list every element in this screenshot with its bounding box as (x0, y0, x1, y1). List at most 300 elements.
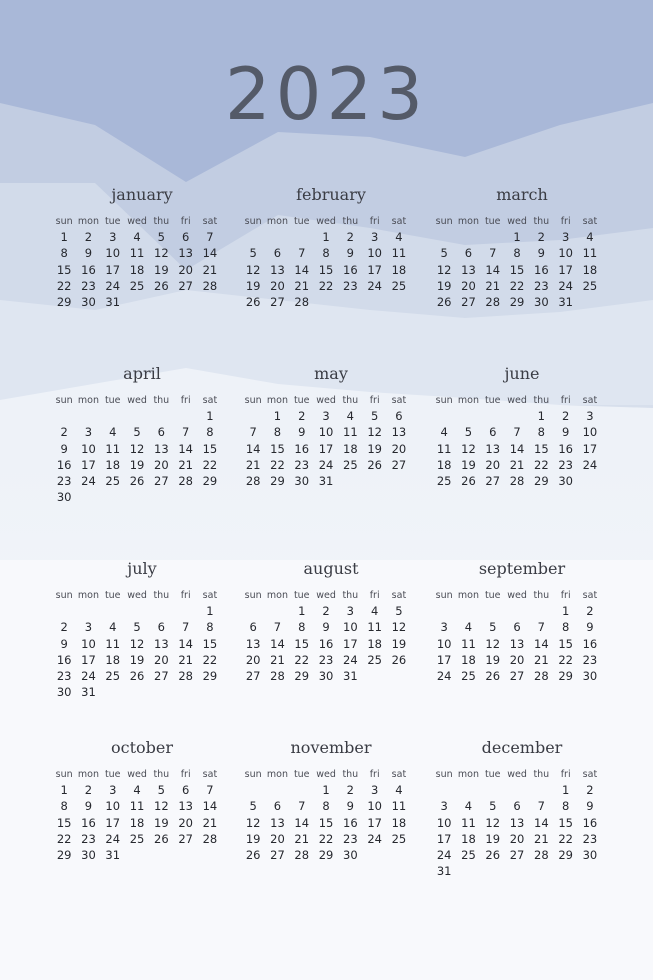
weekday-label: mon (457, 769, 479, 780)
day-cell: 19 (154, 815, 169, 830)
day-cell: 10 (582, 425, 598, 440)
day-cell: 6 (181, 783, 190, 797)
week-row (52, 294, 232, 310)
day-cell: 3 (440, 799, 448, 814)
day-cell: 13 (485, 441, 501, 456)
day-cell: 7 (513, 425, 521, 440)
day-cell: 21 (534, 652, 549, 667)
day-cell: 28 (178, 669, 193, 684)
day-cell: 27 (461, 295, 476, 310)
day-cell: 26 (245, 295, 261, 310)
day-cell: 21 (178, 457, 193, 472)
day-cell: 13 (154, 636, 169, 651)
weekday-label: fri (560, 395, 571, 406)
weekday-header (432, 767, 612, 782)
weekday-label: wed (316, 216, 336, 227)
day-cell: 25 (461, 848, 476, 863)
day-cell: 14 (270, 636, 285, 651)
month-august (241, 558, 421, 684)
week-row (52, 424, 232, 440)
week-row (432, 652, 612, 668)
day-cell (481, 229, 505, 245)
weekday-label: sun (55, 216, 73, 227)
day-cell: 7 (206, 230, 214, 244)
week-row (241, 441, 421, 457)
week-row (241, 831, 421, 847)
day-cell: 15 (56, 815, 72, 830)
month-name: may (314, 364, 348, 383)
week-row (52, 684, 232, 700)
weekday-label: sun (55, 590, 73, 601)
day-cell: 1 (322, 230, 330, 244)
day-cell (173, 294, 197, 310)
day-cell: 29 (558, 669, 573, 684)
day-cell (198, 294, 222, 310)
day-cell: 27 (178, 278, 193, 293)
weekday-label: sat (582, 395, 598, 406)
day-cell: 8 (206, 425, 214, 440)
day-cell: 8 (206, 620, 214, 635)
day-cell: 31 (436, 864, 452, 879)
week-row (52, 668, 232, 684)
weekday-label: mon (77, 395, 99, 406)
day-cell (529, 603, 553, 619)
weekday-label: tue (293, 216, 310, 227)
week-row (52, 278, 232, 294)
day-cell: 16 (558, 441, 573, 456)
weekday-label: sun (244, 590, 262, 601)
day-cell: 22 (509, 278, 525, 293)
weekday-label: tue (484, 769, 501, 780)
week-row (432, 262, 612, 278)
day-cell: 21 (534, 831, 549, 846)
day-cell: 25 (129, 278, 145, 293)
day-cell: 20 (391, 441, 407, 456)
month-april (52, 363, 232, 506)
weekday-label: tue (293, 395, 310, 406)
day-cell: 24 (558, 278, 573, 293)
month-october (52, 737, 232, 863)
day-cell: 29 (270, 474, 285, 489)
weekday-label: tue (484, 395, 501, 406)
day-cell (362, 668, 386, 684)
weekday-label: sun (244, 395, 262, 406)
day-cell (505, 863, 529, 879)
weekday-header (241, 588, 421, 603)
weekday-label: mon (77, 590, 99, 601)
day-cell (76, 489, 100, 505)
day-cell: 13 (245, 636, 261, 651)
day-cell: 27 (245, 669, 261, 684)
week-row (432, 408, 612, 424)
day-cell (76, 603, 100, 619)
day-cell: 19 (154, 262, 169, 277)
day-cell (362, 473, 386, 489)
day-cell: 29 (558, 848, 573, 863)
day-cell: 19 (245, 278, 261, 293)
day-cell: 29 (202, 669, 218, 684)
week-row (432, 229, 612, 245)
month-name: april (123, 364, 161, 383)
weekday-label: tue (104, 216, 121, 227)
week-row (432, 473, 612, 489)
day-cell: 31 (343, 669, 358, 684)
week-row (52, 782, 232, 798)
day-cell: 3 (109, 230, 117, 244)
week-row (241, 815, 421, 831)
weekday-label: sat (391, 769, 407, 780)
day-cell: 13 (270, 815, 285, 830)
day-cell (52, 603, 76, 619)
day-cell: 13 (154, 441, 169, 456)
day-cell: 9 (586, 620, 594, 635)
day-cell: 19 (391, 636, 407, 651)
day-cell: 11 (391, 799, 407, 814)
day-cell (173, 684, 197, 700)
day-cell: 30 (582, 669, 598, 684)
day-cell: 3 (84, 620, 93, 635)
day-cell: 21 (202, 262, 218, 277)
day-cell: 5 (133, 620, 141, 635)
weekday-header (52, 588, 232, 603)
day-cell: 22 (318, 831, 334, 846)
week-row (52, 457, 232, 473)
day-cell: 5 (489, 620, 497, 635)
weekday-label: sun (55, 395, 73, 406)
week-row (52, 603, 232, 619)
day-cell: 26 (436, 295, 452, 310)
day-cell: 5 (157, 230, 165, 244)
day-cell: 11 (461, 815, 476, 830)
day-cell: 20 (485, 457, 501, 472)
day-cell: 4 (370, 604, 379, 618)
day-cell: 12 (154, 246, 169, 261)
day-cell (265, 603, 289, 619)
day-cell: 16 (582, 815, 598, 830)
day-cell (241, 603, 265, 619)
day-cell: 14 (202, 799, 218, 814)
week-row (52, 636, 232, 652)
week-row (52, 619, 232, 635)
day-cell: 6 (513, 620, 521, 635)
day-cell: 30 (343, 848, 358, 863)
day-cell: 11 (105, 636, 121, 651)
day-cell: 10 (105, 799, 121, 814)
day-cell: 25 (391, 278, 407, 293)
day-cell: 22 (294, 652, 310, 667)
day-cell: 29 (534, 474, 549, 489)
weekday-label: sun (244, 216, 262, 227)
day-cell: 10 (436, 636, 452, 651)
day-cell: 17 (367, 262, 382, 277)
weekday-label: fri (180, 395, 191, 406)
day-cell: 30 (318, 669, 334, 684)
day-cell: 22 (534, 457, 549, 472)
day-cell: 17 (582, 441, 598, 456)
day-cell: 12 (129, 636, 145, 651)
month-september (432, 558, 612, 684)
day-cell: 31 (558, 295, 573, 310)
day-cell: 18 (436, 457, 452, 472)
day-cell: 2 (84, 783, 93, 797)
day-cell: 15 (318, 262, 334, 277)
day-cell: 23 (81, 831, 96, 846)
day-cell: 27 (178, 831, 193, 846)
day-cell (578, 294, 602, 310)
weekday-label: mon (457, 216, 479, 227)
week-row (52, 798, 232, 814)
day-cell (76, 408, 100, 424)
week-row (241, 408, 421, 424)
day-cell (505, 782, 529, 798)
weekday-label: sat (582, 216, 598, 227)
day-cell: 27 (509, 669, 525, 684)
month-february (241, 184, 421, 310)
day-cell: 23 (534, 278, 549, 293)
week-row (52, 652, 232, 668)
day-cell: 1 (273, 409, 282, 423)
week-row (432, 798, 612, 814)
day-cell: 17 (558, 262, 573, 277)
day-cell: 5 (157, 783, 165, 797)
month-name: october (110, 738, 173, 757)
day-cell: 13 (391, 425, 407, 440)
day-cell (198, 684, 222, 700)
day-cell: 1 (206, 604, 214, 618)
day-cell: 4 (464, 620, 473, 635)
day-cell (52, 408, 76, 424)
weekday-label: fri (180, 216, 191, 227)
day-cell (149, 684, 173, 700)
day-cell: 5 (249, 246, 257, 261)
day-cell: 1 (60, 783, 68, 797)
day-cell: 9 (586, 799, 594, 814)
day-cell: 2 (561, 409, 570, 423)
weekday-label: fri (560, 590, 571, 601)
day-cell: 13 (509, 815, 525, 830)
day-cell: 8 (60, 799, 68, 814)
month-name: january (111, 185, 173, 204)
weekday-header (241, 393, 421, 408)
day-cell (314, 294, 338, 310)
day-cell: 31 (318, 474, 334, 489)
weekday-label: sat (202, 216, 218, 227)
weekday-label: mon (457, 590, 479, 601)
month-may (241, 363, 421, 489)
day-cell: 14 (178, 636, 193, 651)
day-cell: 29 (202, 474, 218, 489)
day-cell: 2 (60, 620, 68, 635)
day-cell (290, 782, 314, 798)
day-cell: 7 (298, 799, 306, 814)
month-name: march (496, 185, 548, 204)
weekday-label: tue (104, 395, 121, 406)
day-cell: 2 (537, 230, 545, 244)
day-cell: 15 (558, 815, 573, 830)
day-cell (481, 782, 505, 798)
day-cell (125, 684, 149, 700)
weekday-header (432, 588, 612, 603)
day-cell: 19 (461, 457, 476, 472)
day-cell: 22 (56, 831, 72, 846)
day-cell: 18 (461, 831, 476, 846)
week-row (432, 619, 612, 635)
day-cell: 11 (367, 620, 382, 635)
day-cell: 4 (395, 230, 403, 244)
month-name: february (296, 185, 366, 204)
day-cell: 21 (245, 457, 261, 472)
day-cell (456, 863, 480, 879)
day-cell: 18 (461, 652, 476, 667)
day-cell (456, 782, 480, 798)
day-cell: 20 (178, 262, 193, 277)
weekday-header (241, 214, 421, 229)
day-cell (125, 603, 149, 619)
day-cell: 18 (343, 441, 358, 456)
day-cell: 7 (249, 425, 257, 440)
day-cell (387, 668, 411, 684)
day-cell: 29 (318, 848, 334, 863)
day-cell: 15 (509, 262, 525, 277)
day-cell: 6 (181, 230, 190, 244)
day-cell (529, 782, 553, 798)
day-cell: 8 (561, 799, 570, 814)
week-row (241, 229, 421, 245)
day-cell: 12 (245, 815, 261, 830)
month-name: august (303, 559, 359, 578)
day-cell: 7 (537, 799, 545, 814)
weekday-label: thu (342, 769, 359, 780)
day-cell (241, 782, 265, 798)
day-cell: 16 (534, 262, 549, 277)
day-cell (387, 294, 411, 310)
week-row (432, 782, 612, 798)
day-cell: 3 (109, 783, 117, 797)
day-cell: 2 (322, 604, 330, 618)
week-row (52, 408, 232, 424)
day-cell: 12 (129, 441, 145, 456)
weekday-header (52, 214, 232, 229)
day-cell: 5 (440, 246, 448, 261)
day-cell: 31 (105, 295, 121, 310)
day-cell: 9 (84, 799, 93, 814)
day-cell: 26 (485, 848, 501, 863)
week-row (241, 603, 421, 619)
weekday-label: wed (127, 590, 147, 601)
day-cell: 26 (391, 652, 407, 667)
day-cell: 16 (343, 262, 358, 277)
week-row (432, 424, 612, 440)
day-cell: 17 (105, 262, 121, 277)
weekday-label: thu (153, 590, 170, 601)
day-cell: 12 (367, 425, 382, 440)
year-title: 2023 (224, 52, 429, 136)
weekday-label: sat (391, 590, 407, 601)
day-cell: 4 (586, 230, 594, 244)
day-cell (578, 863, 602, 879)
day-cell: 20 (178, 815, 193, 830)
day-cell: 11 (343, 425, 358, 440)
day-cell (101, 489, 125, 505)
month-july (52, 558, 232, 701)
day-cell: 2 (586, 604, 594, 618)
day-cell: 24 (367, 278, 382, 293)
day-cell: 14 (294, 815, 310, 830)
day-cell: 23 (343, 278, 358, 293)
day-cell: 18 (105, 457, 121, 472)
day-cell (149, 489, 173, 505)
day-cell: 20 (509, 831, 525, 846)
day-cell: 6 (249, 620, 257, 635)
day-cell: 8 (60, 246, 68, 261)
day-cell: 24 (582, 457, 598, 472)
day-cell: 28 (534, 848, 549, 863)
day-cell: 9 (60, 636, 68, 651)
day-cell (338, 473, 362, 489)
day-cell: 18 (391, 262, 407, 277)
weekday-label: thu (342, 216, 359, 227)
day-cell (481, 863, 505, 879)
day-cell: 25 (436, 474, 452, 489)
day-cell: 5 (133, 425, 141, 440)
day-cell: 3 (84, 425, 93, 440)
day-cell (338, 294, 362, 310)
day-cell (432, 782, 456, 798)
day-cell: 23 (582, 831, 598, 846)
day-cell: 9 (346, 246, 354, 261)
day-cell: 6 (513, 799, 521, 814)
day-cell: 11 (129, 246, 145, 261)
day-cell: 14 (485, 262, 501, 277)
day-cell: 23 (582, 652, 598, 667)
day-cell: 16 (81, 262, 96, 277)
day-cell: 14 (178, 441, 193, 456)
day-cell: 20 (509, 652, 525, 667)
month-december (432, 737, 612, 880)
weekday-label: fri (369, 769, 380, 780)
weekday-label: wed (507, 769, 527, 780)
day-cell: 21 (509, 457, 525, 472)
week-row (241, 294, 421, 310)
day-cell: 1 (513, 230, 521, 244)
day-cell: 21 (270, 652, 285, 667)
weekday-label: mon (266, 395, 288, 406)
day-cell: 8 (273, 425, 282, 440)
day-cell: 11 (391, 246, 407, 261)
day-cell: 16 (343, 815, 358, 830)
weekday-label: thu (533, 769, 550, 780)
day-cell: 18 (129, 815, 145, 830)
day-cell (173, 847, 197, 863)
weekday-label: sun (435, 216, 453, 227)
day-cell: 21 (294, 278, 310, 293)
day-cell: 16 (582, 636, 598, 651)
month-name: november (290, 738, 372, 757)
day-cell: 28 (270, 669, 285, 684)
day-cell: 14 (534, 636, 549, 651)
day-cell: 5 (249, 799, 257, 814)
day-cell: 6 (157, 620, 165, 635)
weekday-header (432, 393, 612, 408)
day-cell: 26 (129, 669, 145, 684)
day-cell: 3 (440, 620, 448, 635)
day-cell: 12 (485, 636, 501, 651)
day-cell (505, 603, 529, 619)
weekday-label: fri (180, 590, 191, 601)
week-row (241, 652, 421, 668)
day-cell: 20 (270, 831, 285, 846)
day-cell: 25 (343, 457, 358, 472)
